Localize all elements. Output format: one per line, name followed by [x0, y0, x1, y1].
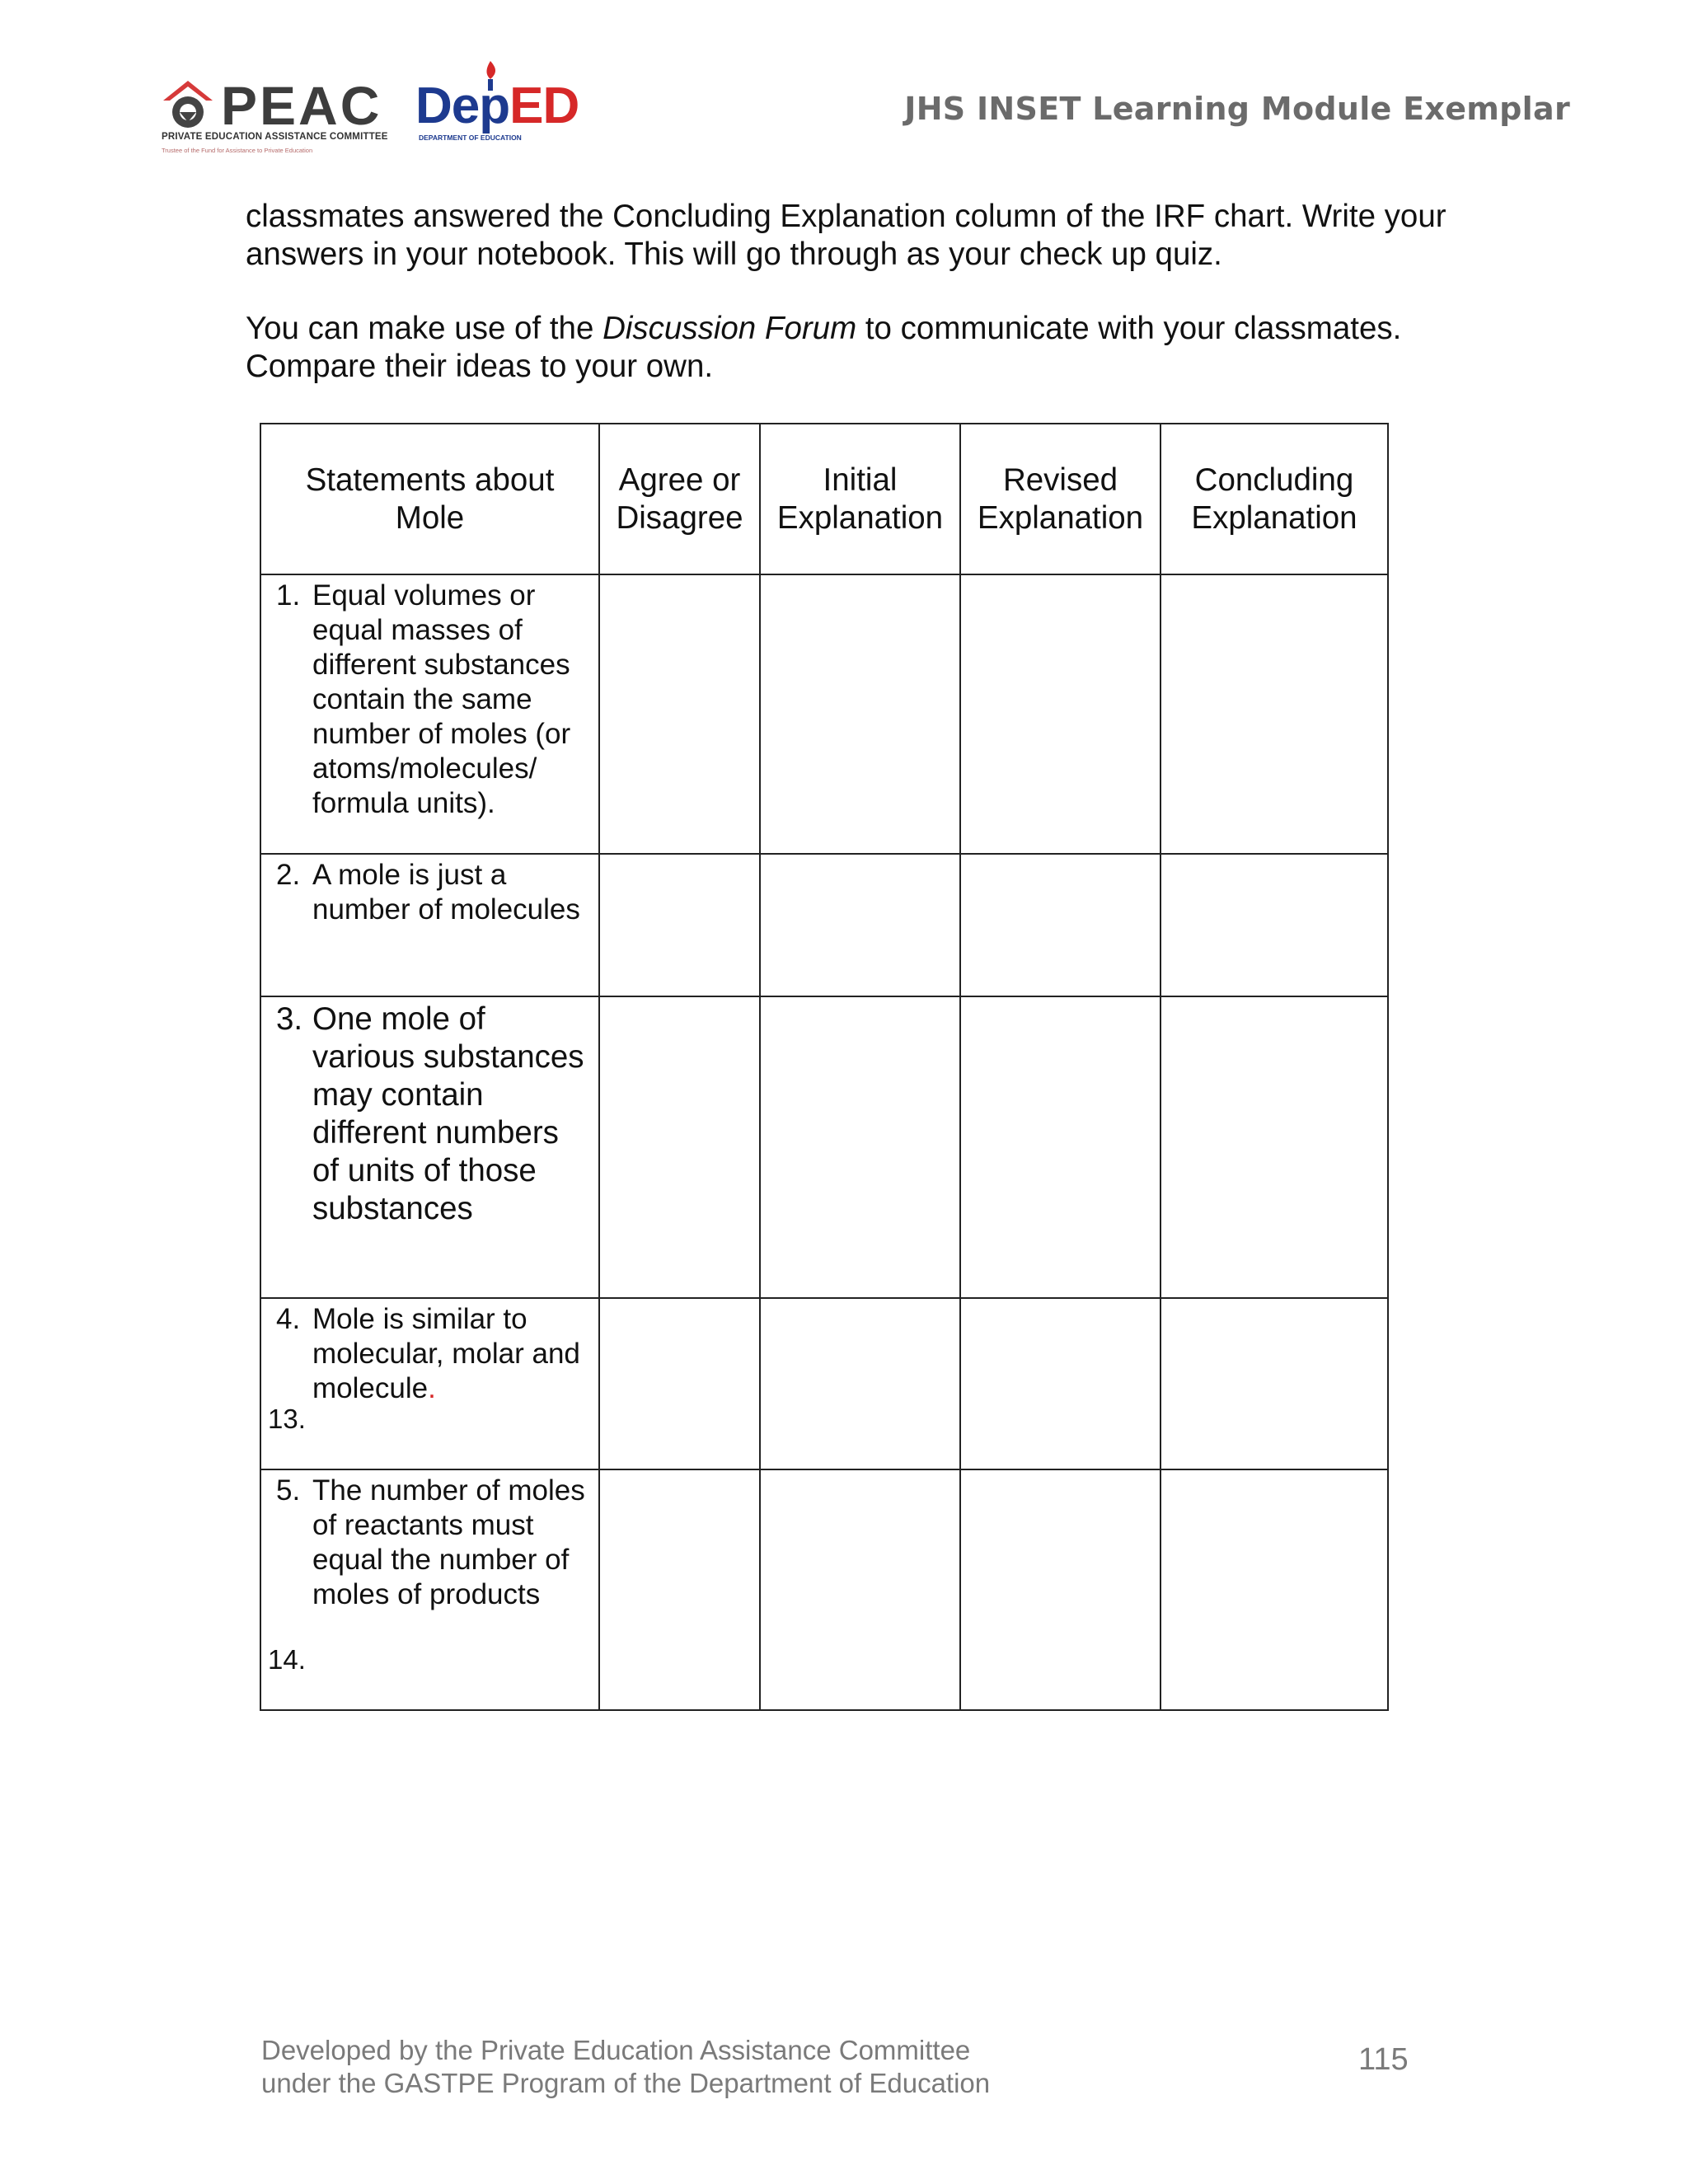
footer-line-1: Developed by the Private Education Assistance Committee [261, 2035, 971, 2065]
statement-text: One mole of various substances may contain different numbers of units of those substances [312, 1001, 584, 1226]
initial-cell[interactable] [760, 574, 960, 854]
deped-logo-text [415, 77, 579, 135]
concluding-cell[interactable] [1160, 854, 1388, 996]
statement-cell [260, 1469, 599, 1710]
concluding-cell[interactable] [1160, 1469, 1388, 1710]
initial-cell[interactable] [760, 854, 960, 996]
concluding-cell[interactable] [1160, 574, 1388, 854]
header-agree-disagree: Agree or Disagree [599, 424, 760, 574]
statement-text: Equal volumes or equal masses of different substances contain the same number of moles (or atoms/molecules/ formula units). [312, 579, 571, 819]
statement-text [312, 1302, 590, 1406]
header-concluding-explanation: Concluding Explanation [1160, 424, 1388, 574]
para2-text-before: You can make use of the [246, 311, 603, 346]
initial-cell[interactable] [760, 1469, 960, 1710]
peac-logo [162, 74, 388, 157]
statement-text: A mole is just a number of molecules [312, 859, 580, 926]
statement-number: 3. [276, 1001, 303, 1037]
statement-cell [260, 574, 599, 854]
header-revised-explanation: Revised Explanation [960, 424, 1160, 574]
deped-logo-text-right: ED [509, 77, 579, 134]
peac-logo-text: PEAC [221, 75, 382, 136]
concluding-cell[interactable] [1160, 996, 1388, 1298]
revised-cell[interactable] [960, 574, 1160, 854]
revised-cell[interactable] [960, 1298, 1160, 1469]
table-row [260, 1298, 1388, 1469]
instruction-paragraph: classmates answered the Concluding Explanation column of the IRF chart. Write your answers in your notebook. This will go through as your check up quiz. [246, 199, 1447, 272]
agree-cell[interactable] [599, 1298, 760, 1469]
statement-cell [260, 996, 599, 1298]
agree-cell[interactable] [599, 574, 760, 854]
agree-cell[interactable] [599, 854, 760, 996]
deped-logo-text-left: Dep [415, 77, 510, 134]
footer-credits [261, 2034, 990, 2100]
footer-line-2: under the GASTPE Program of the Department of Education [261, 2068, 991, 2098]
peac-logo-tagline: Trustee of the Fund for Assistance to Private Education [162, 147, 313, 154]
revised-cell[interactable] [960, 1469, 1160, 1710]
statement-number: 1. [276, 579, 301, 612]
statement-cell [260, 854, 599, 996]
irf-chart-table [260, 423, 1389, 1711]
agree-cell[interactable] [599, 1469, 760, 1710]
concluding-cell[interactable] [1160, 1298, 1388, 1469]
statement-text: The number of moles of reactants must equal the number of moles of products [312, 1474, 585, 1610]
statement-text-period: . [428, 1372, 436, 1404]
discussion-paragraph [246, 310, 1449, 386]
statement-number: 5. [276, 1474, 301, 1507]
statement-number: 4. [276, 1303, 301, 1335]
peac-emblem-icon [162, 79, 214, 132]
agree-cell[interactable] [599, 996, 760, 1298]
statement-number: 2. [276, 859, 301, 891]
initial-cell[interactable] [760, 1298, 960, 1469]
revised-cell[interactable] [960, 854, 1160, 996]
header-initial-explanation: Initial Explanation [760, 424, 960, 574]
statement-text-main: Mole is similar to molecular, molar and molecule [312, 1303, 580, 1404]
para2-text-after: to communicate with your classmates. Compare their ideas to your own. [246, 311, 1402, 384]
stray-number-label: 14. [268, 1644, 306, 1675]
revised-cell[interactable] [960, 996, 1160, 1298]
deped-logo [415, 61, 579, 143]
module-title: JHS INSET Learning Module Exemplar [904, 91, 1570, 127]
header-statements: Statements about Mole [260, 424, 599, 574]
table-row [260, 1469, 1388, 1710]
peac-logo-subtitle: PRIVATE EDUCATION ASSISTANCE COMMITTEE [162, 132, 388, 142]
table-row [260, 574, 1388, 854]
stray-number-label: 13. [268, 1404, 306, 1434]
page-number: 115 [1358, 2042, 1409, 2077]
initial-cell[interactable] [760, 996, 960, 1298]
discussion-forum-link: Discussion Forum [603, 311, 857, 346]
table-header-row [260, 424, 1388, 574]
table-row [260, 854, 1388, 996]
deped-logo-subtitle: DEPARTMENT OF EDUCATION [419, 134, 522, 142]
table-row [260, 996, 1388, 1298]
statement-cell [260, 1298, 599, 1469]
